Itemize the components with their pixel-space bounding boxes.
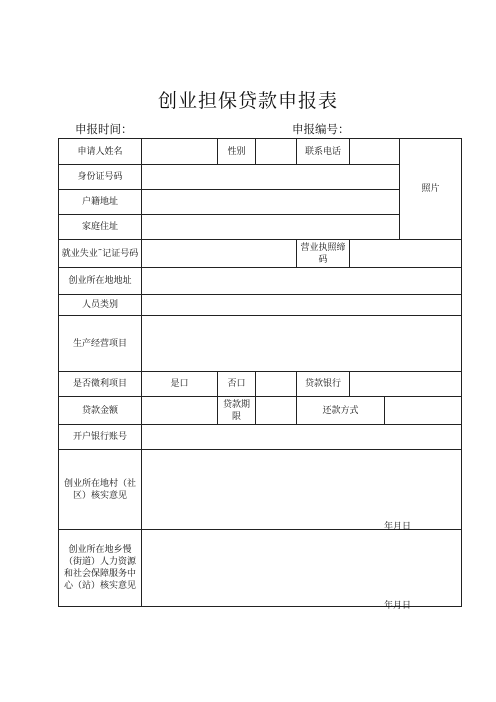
loan-term-label: 贷款期限	[218, 397, 256, 425]
bank-account-label: 开户银行账号	[59, 425, 142, 450]
micro-profit-label: 是否微利项目	[59, 372, 142, 397]
village-opinion-label: 创业所在地村（社区）核实意见	[59, 450, 142, 530]
business-address-label: 创业所在地地址	[59, 268, 142, 295]
home-address-field[interactable]	[142, 215, 400, 240]
micro-profit-spacer	[256, 372, 297, 397]
township-opinion-field[interactable]	[142, 530, 462, 607]
micro-profit-no[interactable]: 否口	[218, 372, 256, 397]
application-table	[58, 138, 462, 607]
apply-time-label: 申报时间：	[75, 122, 133, 136]
business-license-label: 营业执照缔码	[297, 240, 350, 268]
loan-amount-field[interactable]	[142, 397, 218, 425]
bank-account-field[interactable]	[142, 425, 462, 450]
business-license-field[interactable]	[350, 240, 462, 268]
loan-bank-label: 贷款银行	[297, 372, 350, 397]
apply-number-label: 申报编号：	[292, 122, 350, 136]
micro-profit-yes[interactable]: 是口	[142, 372, 218, 397]
phone-label: 联系电话	[297, 139, 350, 165]
phone-field[interactable]	[350, 139, 400, 165]
person-category-field[interactable]	[142, 295, 462, 316]
village-opinion-date: 年月日	[384, 522, 412, 532]
form-title: 创业担保贷款申报表	[157, 90, 338, 112]
unemployment-cert-label: 就业失业˜记证号码	[59, 240, 142, 268]
unemployment-cert-field[interactable]	[142, 240, 297, 268]
township-opinion-date: 年月日	[384, 601, 412, 611]
business-address-field[interactable]	[142, 268, 462, 295]
home-address-label: 家庭住址	[59, 215, 142, 240]
production-project-field[interactable]	[142, 316, 462, 372]
applicant-name-field[interactable]	[142, 139, 218, 165]
repayment-method-field[interactable]	[385, 397, 462, 425]
loan-term-field[interactable]	[256, 397, 297, 425]
photo-box[interactable]: 照片	[400, 139, 462, 240]
household-address-field[interactable]	[142, 190, 400, 215]
id-number-field[interactable]	[142, 165, 400, 190]
township-opinion-label: 创业所在地乡慢（街道）人力资源和社会保障服务中心（站）核实意见	[59, 530, 142, 607]
application-form	[58, 138, 461, 611]
village-opinion-field[interactable]	[142, 450, 462, 530]
gender-field[interactable]	[256, 139, 297, 165]
id-number-label: 身份证号码	[59, 165, 142, 190]
loan-amount-label: 贷款金额	[59, 397, 142, 425]
gender-label: 性别	[218, 139, 256, 165]
repayment-method-label: 还款方式	[297, 397, 385, 425]
person-category-label: 人员类别	[59, 295, 142, 316]
loan-bank-field[interactable]	[350, 372, 462, 397]
household-address-label: 户籍地址	[59, 190, 142, 215]
production-project-label: 生产经营项目	[59, 316, 142, 372]
applicant-name-label: 申请人姓名	[59, 139, 142, 165]
